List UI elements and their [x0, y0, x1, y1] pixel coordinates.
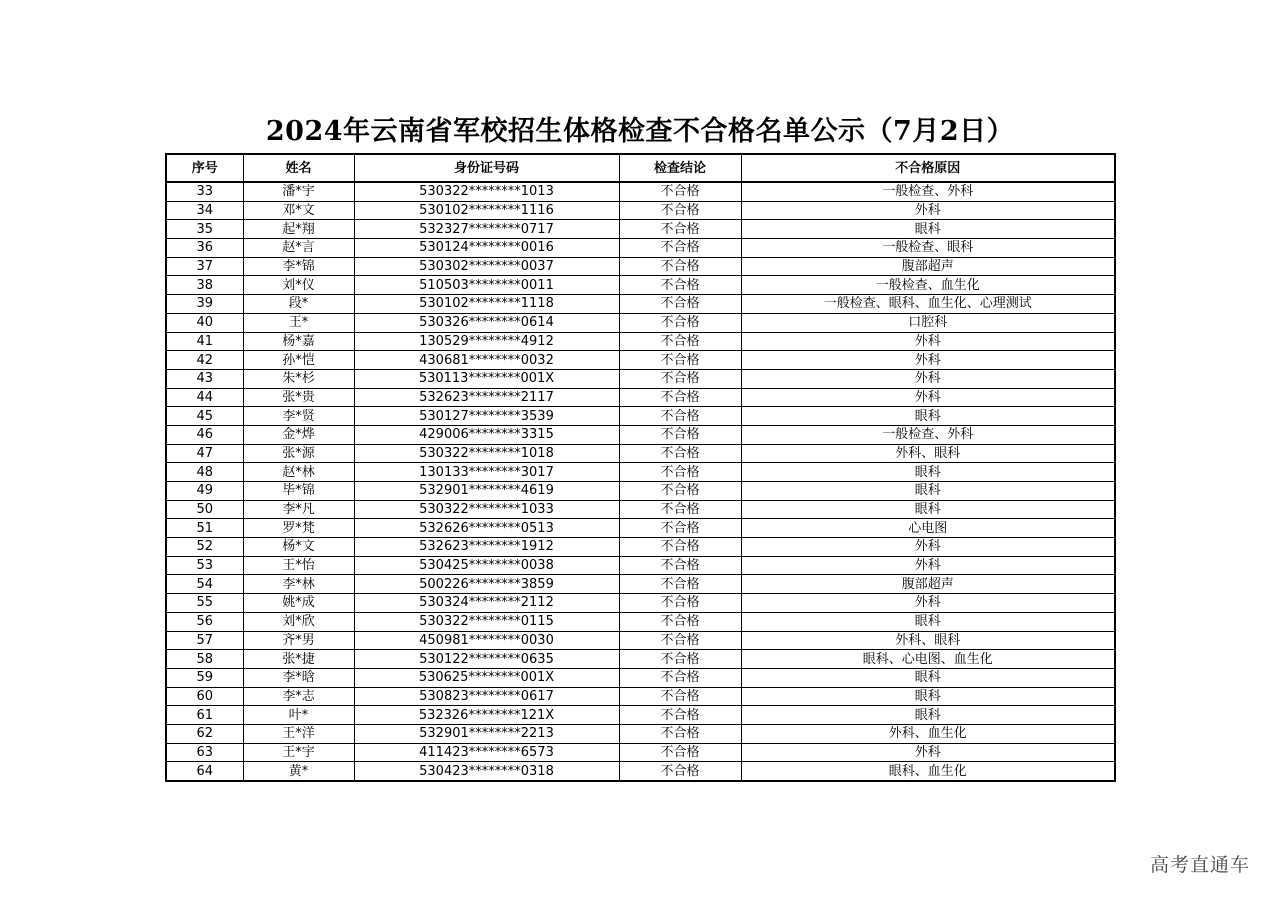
cell-id-number: 500226********3859 — [354, 575, 619, 594]
table-row — [166, 631, 1115, 650]
cell-id-number: 530122********0635 — [354, 650, 619, 669]
cell-conclusion: 不合格 — [619, 463, 741, 482]
table-row — [166, 463, 1115, 482]
cell-conclusion: 不合格 — [619, 407, 741, 426]
cell-index: 35 — [166, 220, 243, 239]
cell-conclusion: 不合格 — [619, 220, 741, 239]
cell-reason: 眼科 — [741, 706, 1115, 725]
cell-index: 62 — [166, 724, 243, 743]
cell-conclusion: 不合格 — [619, 500, 741, 519]
table-row — [166, 444, 1115, 463]
cell-index: 47 — [166, 444, 243, 463]
cell-id-number: 530625********001X — [354, 668, 619, 687]
cell-conclusion: 不合格 — [619, 762, 741, 781]
cell-conclusion: 不合格 — [619, 538, 741, 557]
cell-id-number: 130133********3017 — [354, 463, 619, 482]
cell-index: 58 — [166, 650, 243, 669]
table-row — [166, 388, 1115, 407]
table-row — [166, 276, 1115, 295]
cell-conclusion: 不合格 — [619, 239, 741, 258]
cell-index: 50 — [166, 500, 243, 519]
table-row — [166, 257, 1115, 276]
table-row — [166, 182, 1115, 201]
cell-index: 33 — [166, 182, 243, 201]
cell-reason: 外科、眼科 — [741, 631, 1115, 650]
cell-name: 李*志 — [243, 687, 354, 706]
cell-name: 起*翔 — [243, 220, 354, 239]
cell-id-number: 130529********4912 — [354, 332, 619, 351]
cell-conclusion: 不合格 — [619, 519, 741, 538]
cell-id-number: 532623********2117 — [354, 388, 619, 407]
cell-id-number: 530322********1033 — [354, 500, 619, 519]
cell-index: 57 — [166, 631, 243, 650]
cell-name: 杨*文 — [243, 538, 354, 557]
cell-conclusion: 不合格 — [619, 612, 741, 631]
cell-name: 潘*宇 — [243, 182, 354, 201]
cell-index: 64 — [166, 762, 243, 781]
cell-index: 49 — [166, 482, 243, 501]
document-title: 2024年云南省军校招生体格检查不合格名单公示（7月2日） — [265, 116, 1015, 147]
table-row — [166, 538, 1115, 557]
table-row — [166, 743, 1115, 762]
cell-name: 杨*嘉 — [243, 332, 354, 351]
cell-index: 60 — [166, 687, 243, 706]
cell-name: 王* — [243, 313, 354, 332]
cell-name: 罗*梵 — [243, 519, 354, 538]
column-header-id-number: 身份证号码 — [354, 154, 619, 182]
cell-id-number: 530124********0016 — [354, 239, 619, 258]
watermark-text: 高考直通车 — [1149, 854, 1250, 876]
cell-conclusion: 不合格 — [619, 687, 741, 706]
cell-reason: 眼科 — [741, 220, 1115, 239]
cell-conclusion: 不合格 — [619, 668, 741, 687]
cell-conclusion: 不合格 — [619, 724, 741, 743]
cell-reason: 外科 — [741, 369, 1115, 388]
cell-reason: 眼科 — [741, 668, 1115, 687]
cell-name: 李*晗 — [243, 668, 354, 687]
cell-conclusion: 不合格 — [619, 388, 741, 407]
cell-id-number: 450981********0030 — [354, 631, 619, 650]
column-header-index: 序号 — [166, 154, 243, 182]
table-row — [166, 556, 1115, 575]
cell-reason: 一般检查、外科 — [741, 182, 1115, 201]
cell-name: 黄* — [243, 762, 354, 781]
table-row — [166, 313, 1115, 332]
cell-name: 王*洋 — [243, 724, 354, 743]
table-row — [166, 575, 1115, 594]
cell-index: 40 — [166, 313, 243, 332]
cell-name: 齐*男 — [243, 631, 354, 650]
table-row — [166, 201, 1115, 220]
column-header-conclusion: 检查结论 — [619, 154, 741, 182]
table-row — [166, 407, 1115, 426]
cell-name: 王*怡 — [243, 556, 354, 575]
table-row — [166, 668, 1115, 687]
cell-reason: 外科 — [741, 594, 1115, 613]
cell-name: 朱*杉 — [243, 369, 354, 388]
cell-name: 段* — [243, 295, 354, 314]
cell-conclusion: 不合格 — [619, 332, 741, 351]
cell-name: 毕*锦 — [243, 482, 354, 501]
table-header-row — [166, 154, 1115, 182]
cell-name: 王*宇 — [243, 743, 354, 762]
cell-name: 李*凡 — [243, 500, 354, 519]
cell-id-number: 530322********1018 — [354, 444, 619, 463]
cell-conclusion: 不合格 — [619, 313, 741, 332]
cell-index: 48 — [166, 463, 243, 482]
cell-reason: 腹部超声 — [741, 575, 1115, 594]
cell-conclusion: 不合格 — [619, 425, 741, 444]
cell-id-number: 530302********0037 — [354, 257, 619, 276]
cell-index: 63 — [166, 743, 243, 762]
cell-name: 姚*成 — [243, 594, 354, 613]
cell-index: 56 — [166, 612, 243, 631]
cell-conclusion: 不合格 — [619, 444, 741, 463]
cell-reason: 眼科 — [741, 612, 1115, 631]
cell-index: 43 — [166, 369, 243, 388]
cell-id-number: 430681********0032 — [354, 351, 619, 370]
cell-reason: 眼科 — [741, 687, 1115, 706]
cell-index: 36 — [166, 239, 243, 258]
cell-name: 赵*言 — [243, 239, 354, 258]
cell-id-number: 530127********3539 — [354, 407, 619, 426]
cell-index: 45 — [166, 407, 243, 426]
cell-reason: 外科 — [741, 332, 1115, 351]
cell-reason: 外科 — [741, 538, 1115, 557]
cell-reason: 眼科 — [741, 463, 1115, 482]
cell-name: 赵*林 — [243, 463, 354, 482]
cell-id-number: 532623********1912 — [354, 538, 619, 557]
cell-name: 叶* — [243, 706, 354, 725]
table-row — [166, 612, 1115, 631]
cell-reason: 心电图 — [741, 519, 1115, 538]
cell-reason: 眼科、血生化 — [741, 762, 1115, 781]
cell-index: 61 — [166, 706, 243, 725]
cell-conclusion: 不合格 — [619, 295, 741, 314]
cell-index: 46 — [166, 425, 243, 444]
cell-reason: 外科 — [741, 743, 1115, 762]
cell-index: 51 — [166, 519, 243, 538]
cell-id-number: 530326********0614 — [354, 313, 619, 332]
cell-reason: 外科 — [741, 351, 1115, 370]
table-row — [166, 369, 1115, 388]
cell-id-number: 530102********1116 — [354, 201, 619, 220]
cell-reason: 一般检查、外科 — [741, 425, 1115, 444]
cell-name: 张*源 — [243, 444, 354, 463]
cell-index: 53 — [166, 556, 243, 575]
cell-conclusion: 不合格 — [619, 575, 741, 594]
cell-id-number: 532327********0717 — [354, 220, 619, 239]
cell-index: 39 — [166, 295, 243, 314]
table-row — [166, 351, 1115, 370]
cell-name: 李*林 — [243, 575, 354, 594]
cell-id-number: 530823********0617 — [354, 687, 619, 706]
cell-id-number: 532901********2213 — [354, 724, 619, 743]
table-row — [166, 482, 1115, 501]
cell-reason: 外科、眼科 — [741, 444, 1115, 463]
cell-reason: 眼科 — [741, 500, 1115, 519]
cell-reason: 外科 — [741, 388, 1115, 407]
cell-reason: 眼科 — [741, 482, 1115, 501]
table-row — [166, 594, 1115, 613]
cell-conclusion: 不合格 — [619, 257, 741, 276]
cell-id-number: 530322********1013 — [354, 182, 619, 201]
cell-conclusion: 不合格 — [619, 182, 741, 201]
cell-reason: 一般检查、血生化 — [741, 276, 1115, 295]
cell-conclusion: 不合格 — [619, 201, 741, 220]
cell-reason: 口腔科 — [741, 313, 1115, 332]
cell-id-number: 530102********1118 — [354, 295, 619, 314]
cell-reason: 外科、血生化 — [741, 724, 1115, 743]
cell-conclusion: 不合格 — [619, 631, 741, 650]
cell-conclusion: 不合格 — [619, 743, 741, 762]
cell-index: 42 — [166, 351, 243, 370]
cell-reason: 外科 — [741, 556, 1115, 575]
cell-index: 44 — [166, 388, 243, 407]
cell-name: 李*锦 — [243, 257, 354, 276]
table-row — [166, 500, 1115, 519]
cell-name: 张*捷 — [243, 650, 354, 669]
cell-id-number: 530113********001X — [354, 369, 619, 388]
cell-index: 52 — [166, 538, 243, 557]
table-row — [166, 239, 1115, 258]
cell-name: 刘*仪 — [243, 276, 354, 295]
table-row — [166, 220, 1115, 239]
cell-reason: 外科 — [741, 201, 1115, 220]
cell-index: 41 — [166, 332, 243, 351]
cell-id-number: 510503********0011 — [354, 276, 619, 295]
table-row — [166, 425, 1115, 444]
cell-conclusion: 不合格 — [619, 594, 741, 613]
unqualified-list-table — [165, 153, 1116, 782]
cell-name: 张*贵 — [243, 388, 354, 407]
column-header-name: 姓名 — [243, 154, 354, 182]
cell-conclusion: 不合格 — [619, 482, 741, 501]
cell-id-number: 530322********0115 — [354, 612, 619, 631]
cell-id-number: 532901********4619 — [354, 482, 619, 501]
cell-conclusion: 不合格 — [619, 650, 741, 669]
cell-reason: 眼科、心电图、血生化 — [741, 650, 1115, 669]
cell-id-number: 530423********0318 — [354, 762, 619, 781]
table-row — [166, 295, 1115, 314]
cell-reason: 一般检查、眼科、血生化、心理测试 — [741, 295, 1115, 314]
cell-name: 孙*恺 — [243, 351, 354, 370]
cell-index: 34 — [166, 201, 243, 220]
table-row — [166, 687, 1115, 706]
cell-name: 李*贤 — [243, 407, 354, 426]
cell-id-number: 411423********6573 — [354, 743, 619, 762]
cell-id-number: 532326********121X — [354, 706, 619, 725]
table-row — [166, 332, 1115, 351]
cell-conclusion: 不合格 — [619, 556, 741, 575]
cell-reason: 腹部超声 — [741, 257, 1115, 276]
column-header-reason: 不合格原因 — [741, 154, 1115, 182]
table-row — [166, 762, 1115, 781]
cell-name: 邓*文 — [243, 201, 354, 220]
cell-reason: 眼科 — [741, 407, 1115, 426]
cell-index: 38 — [166, 276, 243, 295]
cell-conclusion: 不合格 — [619, 276, 741, 295]
table-row — [166, 706, 1115, 725]
table-row — [166, 724, 1115, 743]
cell-reason: 一般检查、眼科 — [741, 239, 1115, 258]
cell-index: 55 — [166, 594, 243, 613]
cell-name: 金*烨 — [243, 425, 354, 444]
cell-conclusion: 不合格 — [619, 706, 741, 725]
cell-name: 刘*欣 — [243, 612, 354, 631]
cell-conclusion: 不合格 — [619, 369, 741, 388]
table-row — [166, 650, 1115, 669]
cell-index: 59 — [166, 668, 243, 687]
cell-index: 54 — [166, 575, 243, 594]
table-body — [166, 182, 1115, 781]
cell-id-number: 532626********0513 — [354, 519, 619, 538]
table-row — [166, 519, 1115, 538]
cell-conclusion: 不合格 — [619, 351, 741, 370]
cell-index: 37 — [166, 257, 243, 276]
cell-id-number: 429006********3315 — [354, 425, 619, 444]
cell-id-number: 530425********0038 — [354, 556, 619, 575]
cell-id-number: 530324********2112 — [354, 594, 619, 613]
